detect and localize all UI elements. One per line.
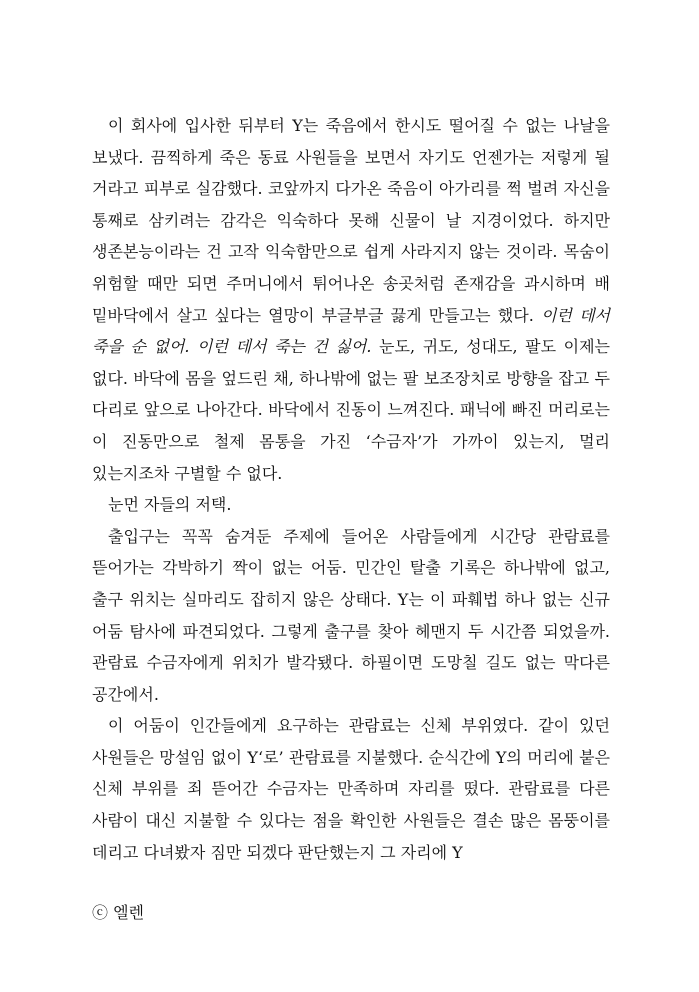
paragraph-1-text-before: 이 회사에 입사한 뒤부터 Y는 죽음에서 한시도 떨어질 수 없는 나날을 보냈다. 끔찍하게 죽은 동료 사원들을 보면서 자기도 언젠가는 저렇게 될 거라고 피부로 실감했다. 코앞까지 다가온 죽음이 아가리를 쩍 벌려 자신을 통째로 삼키려는 감각은 익숙하다 못해 신물이 날 지경이었다. 하지만 생존본능이라는 건 고작 익숙함만으로 쉽게 사라지지 않는 것이라. 목숨이 위험할 때만 되면 주머니에서 튀어나온 송곳처럼 존재감을 과시하며 배 밑바닥에서 살고 싶다는 열망이 부글부글 끓게 만들고는 했다. xyxy=(92,116,610,325)
paragraph-1 xyxy=(92,110,610,489)
paragraph-3: 출입구는 꼭꼭 숨겨둔 주제에 들어온 사람들에게 시간당 관람료를 뜯어가는 각박하기 짝이 없는 어둠. 민간인 탈출 기록은 하나밖에 없고, 출구 위치는 실마리도 잡히지 않은 상태다. Y는 이 파훼법 하나 없는 신규 어둠 탐사에 파견되었다. 그렇게 출구를 찾아 헤맨지 두 시간쯤 되었을까. 관람료 수금자에게 위치가 발각됐다. 하필이면 도망칠 길도 없는 막다른 공간에서. xyxy=(92,526,610,704)
paragraph-4: 이 어둠이 인간들에게 요구하는 관람료는 신체 부위였다. 같이 있던 사원들은 망설임 없이 Y‘로’ 관람료를 지불했다. 순식간에 Y의 머리에 붙은 신체 부위를 죄 뜯어간 수금자는 만족하며 자리를 떴다. 관람료를 다른 사람이 대신 지불할 수 있다는 점을 확인한 사원들은 결손 많은 몸뚱이를 데리고 다녀봤자 짐만 되겠다 판단했는지 그 자리에 Y xyxy=(92,716,610,862)
body-text xyxy=(92,110,610,868)
paragraph-2: 눈먼 자들의 저택. xyxy=(108,495,232,515)
paragraph-1-text-after: 눈도, 귀도, 성대도, 팔도 이제는 없다. 바닥에 몸을 엎드린 채, 하나밖에 없는 팔 보조장치로 방향을 잡고 두 다리로 앞으로 나아간다. 바닥에서 진동이 느껴진다. 패닉에 빠진 머리로는 이 진동만으로 철제 몸통을 가진 ‘수금자’가 가까이 있는지, 멀리 있는지조차 구별할 수 없다. xyxy=(92,337,610,483)
copyright-footer: ⓒ 엘렌 xyxy=(92,903,144,922)
paragraph-1-italic-thought: 이런 데서 죽을 순 없어. 이런 데서 죽는 건 싫어. xyxy=(92,305,610,357)
